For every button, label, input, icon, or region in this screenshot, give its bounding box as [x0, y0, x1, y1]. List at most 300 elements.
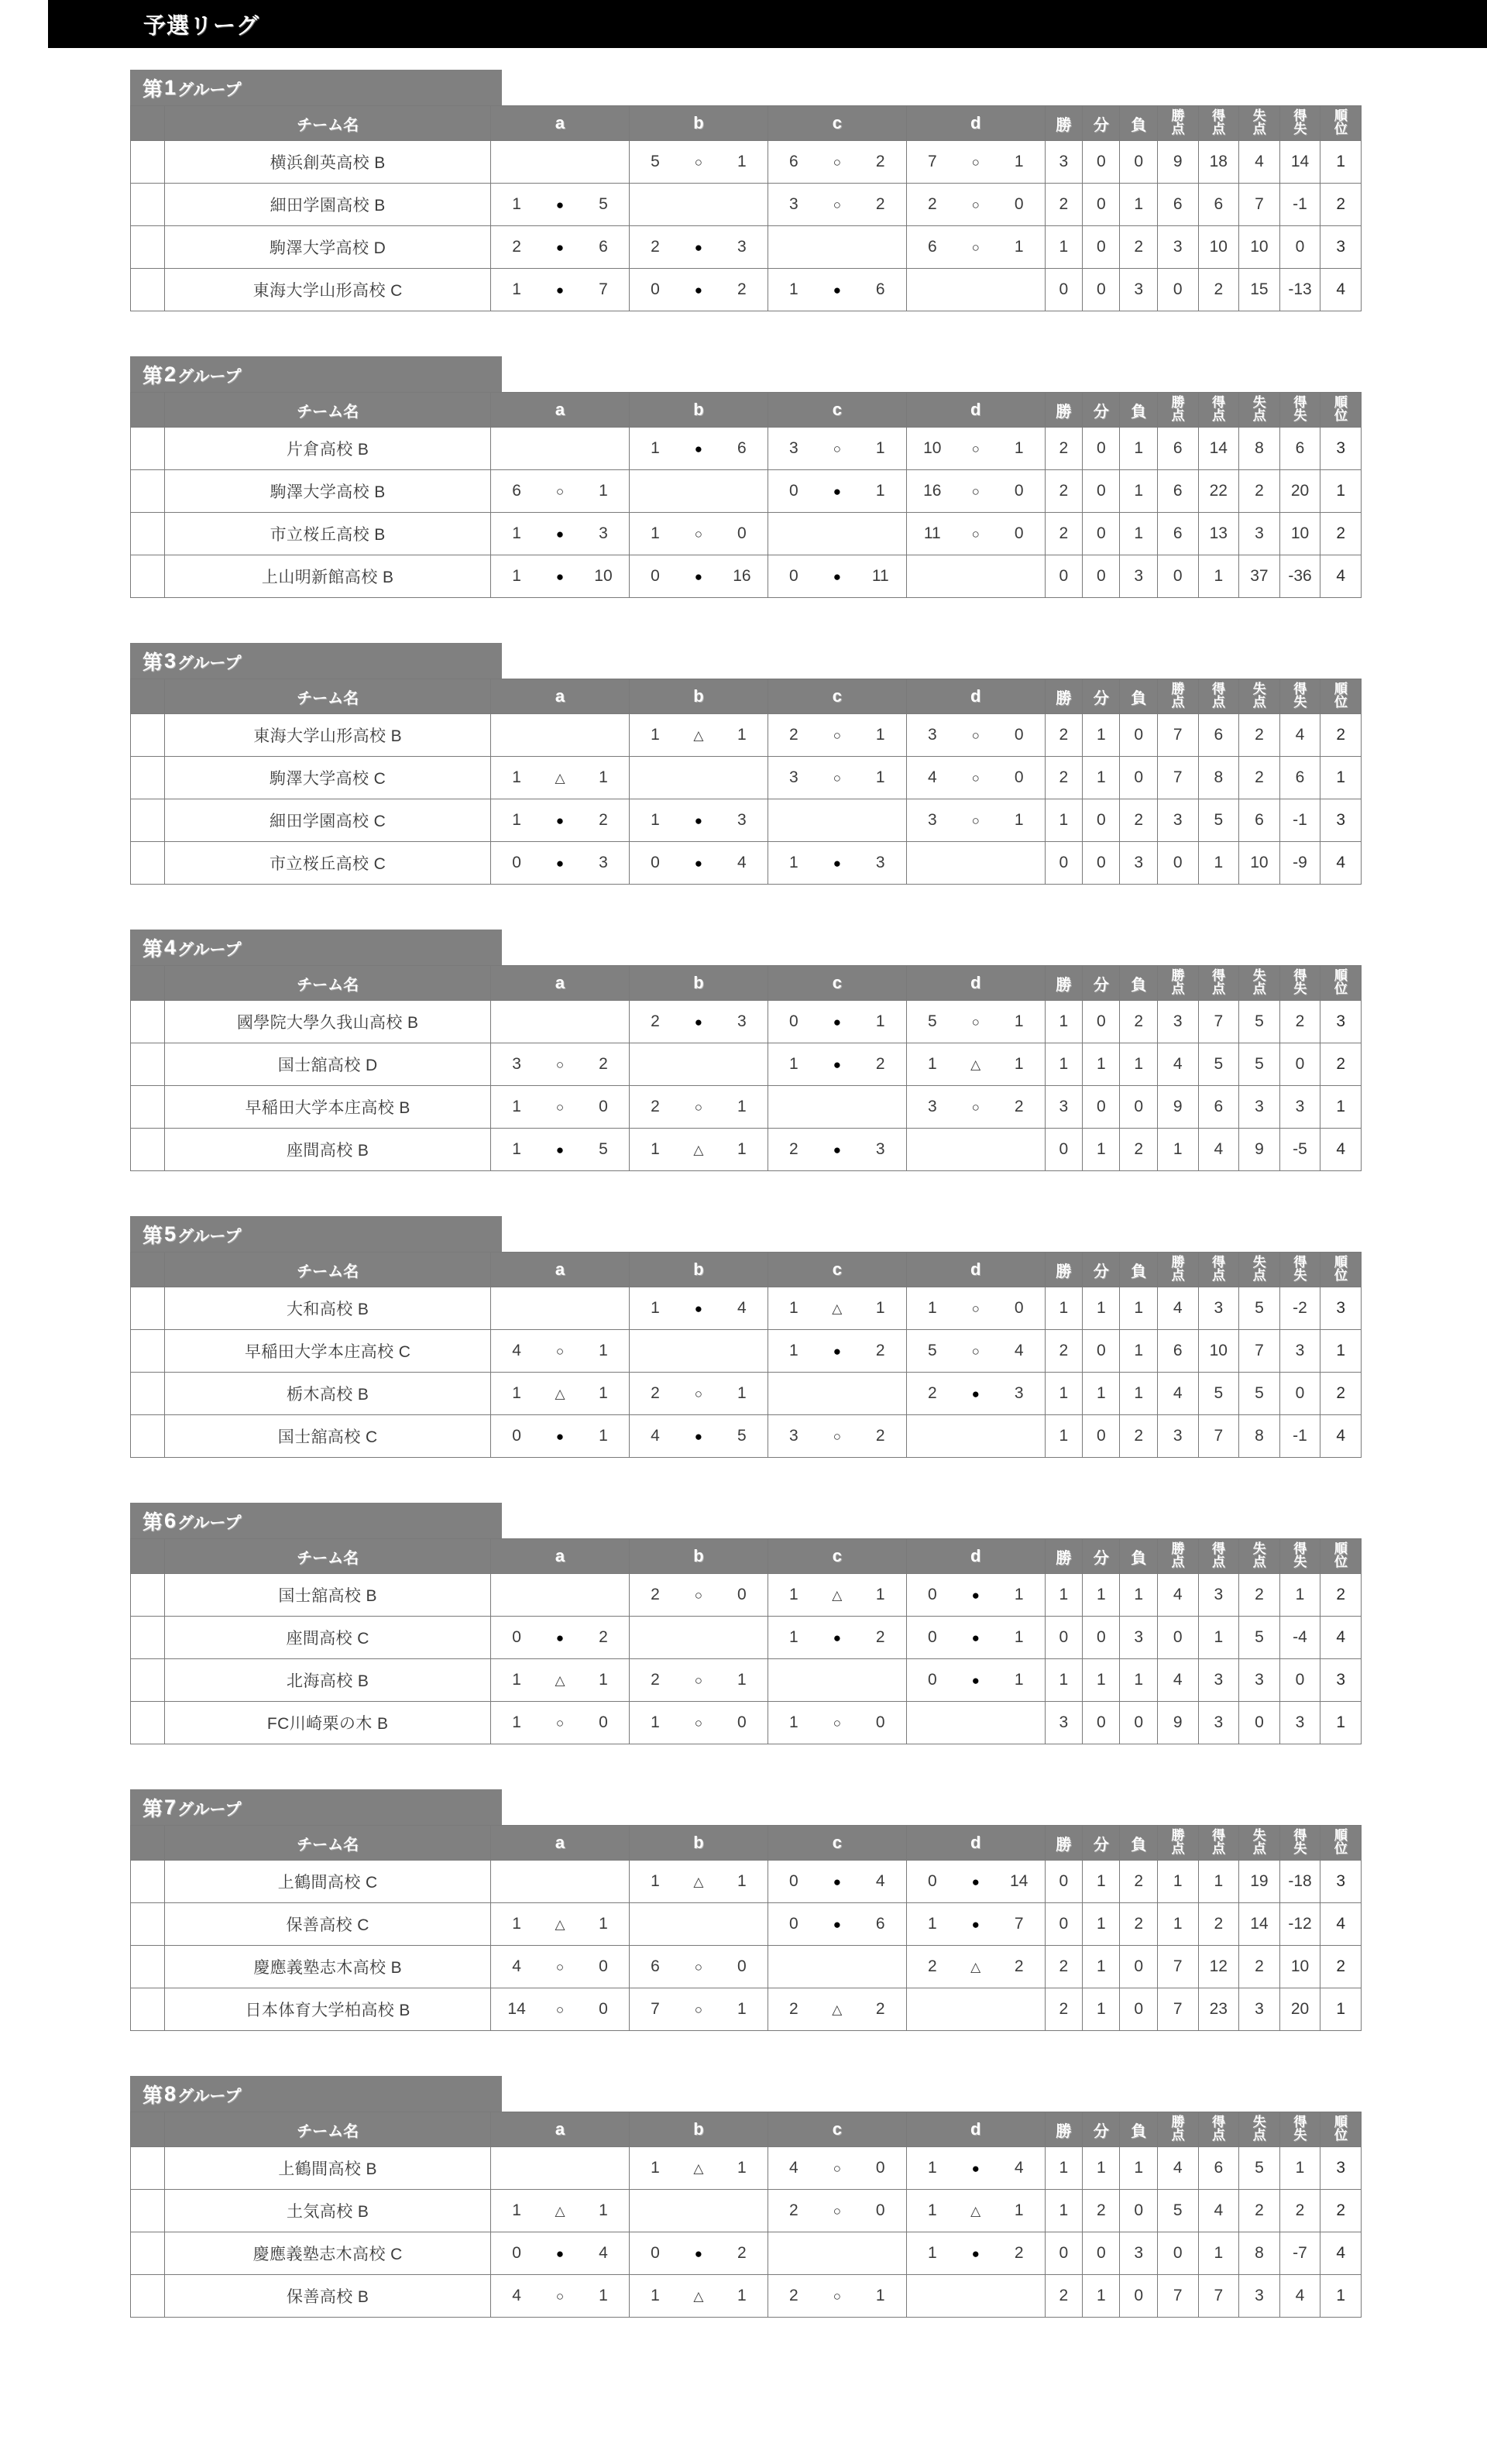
- stat-points: 6: [1157, 470, 1198, 513]
- stat-points: 7: [1157, 757, 1198, 799]
- header-rank: [1320, 1539, 1362, 1574]
- match-result-mark: ○: [694, 1959, 703, 1974]
- stat-goals-for: 14: [1198, 428, 1239, 470]
- match-result-mark: △: [693, 2160, 704, 2176]
- match-result-mark: ●: [555, 1142, 565, 1157]
- header-goals-against-line1: 失: [1252, 1541, 1266, 1557]
- standings-table: [130, 392, 1362, 598]
- match-result-mark: ○: [971, 1099, 980, 1115]
- header-rank-line1: 順: [1334, 968, 1348, 984]
- match-goals-for: 1: [651, 1713, 660, 1731]
- stat-losses: 0: [1120, 1946, 1157, 1988]
- stat-wins: 0: [1045, 555, 1082, 598]
- header-team-name: チーム名: [165, 393, 491, 428]
- match-goals-for: 3: [789, 439, 798, 457]
- stat-goals-against: 5: [1239, 1043, 1280, 1086]
- stat-losses: 1: [1120, 1330, 1157, 1373]
- stat-points: 9: [1157, 1702, 1198, 1744]
- match-result-mark: ●: [694, 855, 703, 871]
- header-goal-difference: [1279, 2112, 1320, 2147]
- match-goals-against: 3: [599, 854, 608, 871]
- header-goal-difference: [1279, 1539, 1320, 1574]
- match-goals-for: 10: [923, 439, 942, 457]
- stat-goal-difference: -2: [1279, 1287, 1320, 1330]
- header-points-line1: 勝: [1171, 2115, 1184, 2130]
- match-goals-against: 1: [737, 1098, 747, 1115]
- stat-rank: 1: [1320, 1988, 1362, 2031]
- match-cell: [768, 1903, 906, 1946]
- match-goals-for: 4: [512, 2287, 521, 2304]
- header-rank-line2: 位: [1334, 408, 1348, 423]
- match-goals-against: 3: [1014, 1384, 1024, 1402]
- stat-goals-for: 6: [1198, 2147, 1239, 2190]
- header-goals-for-line2: 点: [1212, 695, 1225, 710]
- match-goals-against: 1: [737, 2000, 747, 2018]
- stat-losses: 0: [1120, 1086, 1157, 1129]
- match-goals-against: 3: [599, 524, 608, 542]
- header-opponent-c: c: [768, 393, 906, 428]
- stat-points: 1: [1157, 1903, 1198, 1946]
- match-goals-for: 1: [512, 768, 521, 786]
- header-rank-line2: 位: [1334, 695, 1348, 710]
- match-goals-against: 0: [1014, 768, 1024, 786]
- match-cell: [491, 1373, 630, 1415]
- stat-losses: 3: [1120, 842, 1157, 885]
- stat-wins: 2: [1045, 513, 1082, 555]
- stat-points: 4: [1157, 2147, 1198, 2190]
- stat-wins: 0: [1045, 1861, 1082, 1903]
- stat-rank: 4: [1320, 269, 1362, 311]
- match-result-mark: △: [832, 1587, 843, 1603]
- group-block: [130, 70, 1362, 311]
- match-cell: [630, 1988, 768, 2031]
- match-result-mark: ●: [555, 855, 565, 871]
- match-result-mark: ●: [694, 239, 703, 255]
- header-goals-for: [1198, 2112, 1239, 2147]
- row-key: a: [131, 714, 165, 757]
- stat-rank: 1: [1320, 757, 1362, 799]
- table-row: [131, 470, 1362, 513]
- match-goals-for: 1: [927, 2159, 937, 2177]
- group-block: [130, 356, 1362, 598]
- header-goal-difference-line1: 得: [1293, 1541, 1307, 1557]
- stat-rank: 1: [1320, 1086, 1362, 1129]
- header-points: [1157, 679, 1198, 714]
- match-goals-against: 2: [875, 2000, 885, 2018]
- match-goals-against: 2: [1014, 1098, 1024, 1115]
- match-cell: [491, 1129, 630, 1171]
- table-row: [131, 757, 1362, 799]
- group-label-prefix: 第: [143, 363, 163, 387]
- match-result-mark: △: [970, 1959, 981, 1974]
- header-rank: [1320, 1826, 1362, 1861]
- header-opponent-c: c: [768, 2112, 906, 2147]
- match-cell: [491, 757, 630, 799]
- team-name: 上山明新館高校 B: [165, 555, 491, 598]
- stat-losses: 0: [1120, 2275, 1157, 2318]
- match-goals-for: 5: [927, 1342, 937, 1359]
- header-goals-against-line2: 点: [1252, 122, 1266, 136]
- stat-rank: 2: [1320, 1574, 1362, 1617]
- match-goals-against: 7: [1014, 1915, 1024, 1933]
- match-cell: [491, 2232, 630, 2275]
- match-goals-for: 1: [927, 1299, 937, 1317]
- match-result-mark: ●: [971, 2246, 980, 2261]
- stat-goals-against: 14: [1239, 1903, 1280, 1946]
- stat-draws: 1: [1083, 757, 1120, 799]
- match-goals-against: 1: [1014, 439, 1024, 457]
- row-key: a: [131, 1001, 165, 1043]
- match-goals-for: 16: [923, 482, 942, 500]
- self-match-cell: [906, 1702, 1045, 1744]
- match-cell: [906, 714, 1045, 757]
- match-goals-for: 7: [651, 2000, 660, 2018]
- match-goals-for: 1: [927, 2244, 937, 2262]
- team-name: 土気高校 B: [165, 2190, 491, 2232]
- match-goals-against: 11: [871, 567, 889, 585]
- stat-points: 0: [1157, 2232, 1198, 2275]
- match-goals-against: 0: [737, 1713, 747, 1731]
- group-label-prefix: 第: [143, 1796, 163, 1820]
- match-goals-for: 1: [651, 524, 660, 542]
- header-points-line2: 点: [1171, 695, 1184, 710]
- header-opponent-b: b: [630, 2112, 768, 2147]
- match-goals-for: 2: [927, 1957, 937, 1975]
- stat-goals-for: 8: [1198, 757, 1239, 799]
- match-result-mark: ●: [694, 2246, 703, 2261]
- match-result-mark: ○: [694, 154, 703, 170]
- header-opponent-b: b: [630, 106, 768, 141]
- row-key: a: [131, 1861, 165, 1903]
- team-name: 国士舘高校 B: [165, 1574, 491, 1617]
- stat-rank: 1: [1320, 141, 1362, 184]
- self-match-cell: [491, 714, 630, 757]
- stat-draws: 1: [1083, 1659, 1120, 1702]
- match-cell: [630, 226, 768, 269]
- header-goals-against-line2: 点: [1252, 981, 1266, 996]
- stat-rank: 3: [1320, 2147, 1362, 2190]
- row-key: d: [131, 555, 165, 598]
- match-goals-for: 1: [512, 811, 521, 829]
- stat-goals-against: 2: [1239, 1946, 1280, 1988]
- stat-goal-difference: 0: [1279, 1659, 1320, 1702]
- stat-goals-for: 4: [1198, 2190, 1239, 2232]
- stat-goals-for: 3: [1198, 1702, 1239, 1744]
- match-goals-against: 6: [599, 238, 608, 256]
- banner-left-spacer: [0, 0, 48, 48]
- match-cell: [906, 226, 1045, 269]
- match-goals-against: 5: [599, 195, 608, 213]
- stat-draws: 0: [1083, 1330, 1120, 1373]
- match-result-mark: ○: [833, 197, 841, 212]
- header-draw: 分: [1083, 1253, 1120, 1287]
- stat-losses: 1: [1120, 1659, 1157, 1702]
- match-cell: [768, 428, 906, 470]
- match-cell: [630, 1861, 768, 1903]
- match-goals-for: 5: [651, 153, 660, 170]
- match-result-mark: ●: [971, 1672, 980, 1688]
- match-result-mark: ●: [694, 1301, 703, 1316]
- header-goals-for-line1: 得: [1212, 2115, 1225, 2130]
- stat-points: 4: [1157, 1659, 1198, 1702]
- match-goals-against: 1: [599, 482, 608, 500]
- match-result-mark: ○: [694, 1099, 703, 1115]
- match-cell: [768, 1861, 906, 1903]
- table-row: [131, 184, 1362, 226]
- stat-rank: 3: [1320, 1861, 1362, 1903]
- stat-wins: 2: [1045, 470, 1082, 513]
- stat-draws: 0: [1083, 269, 1120, 311]
- stat-goal-difference: 2: [1279, 1001, 1320, 1043]
- match-goals-against: 4: [737, 854, 747, 871]
- header-loss: 負: [1120, 679, 1157, 714]
- match-result-mark: ○: [971, 526, 980, 541]
- match-goals-against: 2: [875, 1628, 885, 1646]
- match-goals-against: 1: [1014, 238, 1024, 256]
- match-cell: [491, 1043, 630, 1086]
- header-points-line2: 点: [1171, 1555, 1184, 1569]
- match-goals-for: 1: [927, 2201, 937, 2219]
- stat-points: 9: [1157, 141, 1198, 184]
- header-goals-for: [1198, 679, 1239, 714]
- header-loss: 負: [1120, 1253, 1157, 1287]
- match-result-mark: △: [555, 770, 565, 785]
- group-label: [130, 2076, 502, 2112]
- header-rank-line2: 位: [1334, 1268, 1348, 1283]
- stat-rank: 2: [1320, 1946, 1362, 1988]
- stat-goals-against: 2: [1239, 1574, 1280, 1617]
- stat-points: 7: [1157, 1988, 1198, 2031]
- stat-goals-against: 0: [1239, 1702, 1280, 1744]
- match-goals-for: 1: [651, 811, 660, 829]
- match-goals-against: 1: [599, 1427, 608, 1445]
- table-row: [131, 1702, 1362, 1744]
- match-result-mark: ○: [555, 1099, 565, 1115]
- header-points-line1: 勝: [1171, 1255, 1184, 1270]
- row-key: b: [131, 470, 165, 513]
- self-match-cell: [491, 2147, 630, 2190]
- table-header-row: [131, 393, 1362, 428]
- self-match-cell: [630, 1330, 768, 1373]
- self-match-cell: [630, 470, 768, 513]
- match-cell: [491, 1330, 630, 1373]
- group-label-suffix: グループ: [177, 654, 242, 672]
- group-number: 4: [164, 935, 177, 959]
- match-result-mark: ●: [694, 569, 703, 584]
- stat-rank: 2: [1320, 1043, 1362, 1086]
- stat-goal-difference: 20: [1279, 470, 1320, 513]
- header-rank: [1320, 679, 1362, 714]
- match-result-mark: ○: [833, 1715, 841, 1730]
- match-goals-for: 0: [789, 1915, 798, 1933]
- match-result-mark: ●: [833, 855, 841, 871]
- header-rank-line1: 順: [1334, 1828, 1348, 1844]
- header-points-line1: 勝: [1171, 108, 1184, 124]
- stat-draws: 0: [1083, 1086, 1120, 1129]
- stat-draws: 1: [1083, 1861, 1120, 1903]
- header-points: [1157, 1539, 1198, 1574]
- header-goals-against-line2: 点: [1252, 1555, 1266, 1569]
- table-row: [131, 1043, 1362, 1086]
- header-points-line2: 点: [1171, 2128, 1184, 2143]
- team-name: 栃木高校 B: [165, 1373, 491, 1415]
- team-name: 横浜創英高校 B: [165, 141, 491, 184]
- stat-wins: 1: [1045, 2190, 1082, 2232]
- header-goal-difference-line1: 得: [1293, 108, 1307, 124]
- match-result-mark: ○: [971, 197, 980, 212]
- stat-goals-for: 6: [1198, 184, 1239, 226]
- stat-rank: 2: [1320, 1373, 1362, 1415]
- stat-rank: 3: [1320, 428, 1362, 470]
- header-draw: 分: [1083, 966, 1120, 1001]
- table-row: [131, 1373, 1362, 1415]
- stat-rank: 4: [1320, 1903, 1362, 1946]
- match-cell: [906, 470, 1045, 513]
- stat-points: 9: [1157, 1086, 1198, 1129]
- stat-goal-difference: -5: [1279, 1129, 1320, 1171]
- match-cell: [906, 428, 1045, 470]
- stat-draws: 0: [1083, 1001, 1120, 1043]
- match-goals-for: 1: [789, 854, 798, 871]
- match-goals-for: 1: [651, 1872, 660, 1890]
- stat-goals-against: 3: [1239, 1659, 1280, 1702]
- match-goals-against: 1: [1014, 1586, 1024, 1603]
- match-goals-for: 1: [512, 1713, 521, 1731]
- match-result-mark: △: [832, 2002, 843, 2017]
- header-key-column: [131, 1539, 165, 1574]
- header-rank: [1320, 1253, 1362, 1287]
- match-cell: [491, 1702, 630, 1744]
- table-row: [131, 799, 1362, 842]
- header-points-line1: 勝: [1171, 682, 1184, 697]
- header-goals-for-line1: 得: [1212, 1255, 1225, 1270]
- stat-goals-against: 8: [1239, 2232, 1280, 2275]
- match-goals-against: 1: [1014, 1628, 1024, 1646]
- match-cell: [906, 1001, 1045, 1043]
- match-goals-against: 0: [875, 2201, 885, 2219]
- header-points-line1: 勝: [1171, 1541, 1184, 1557]
- match-cell: [491, 269, 630, 311]
- page-title-banner: [0, 0, 1487, 48]
- match-cell: [491, 1617, 630, 1659]
- match-goals-against: 2: [737, 280, 747, 298]
- self-match-cell: [768, 1086, 906, 1129]
- header-goals-against: [1239, 393, 1280, 428]
- header-points-line2: 点: [1171, 1841, 1184, 1856]
- match-result-mark: ○: [694, 2002, 703, 2017]
- stat-points: 7: [1157, 2275, 1198, 2318]
- match-result-mark: ●: [555, 2246, 565, 2261]
- stat-rank: 3: [1320, 1001, 1362, 1043]
- match-result-mark: ○: [971, 154, 980, 170]
- header-opponent-c: c: [768, 1826, 906, 1861]
- match-goals-against: 0: [875, 2159, 885, 2177]
- team-name: 細田学園高校 B: [165, 184, 491, 226]
- match-goals-for: 0: [927, 1628, 937, 1646]
- match-cell: [906, 141, 1045, 184]
- stat-points: 3: [1157, 226, 1198, 269]
- header-goal-difference-line2: 失: [1293, 981, 1307, 996]
- stat-rank: 2: [1320, 184, 1362, 226]
- match-result-mark: ●: [694, 1428, 703, 1444]
- stat-draws: 0: [1083, 555, 1120, 598]
- match-result-mark: △: [555, 1386, 565, 1401]
- match-result-mark: ●: [971, 2160, 980, 2176]
- match-result-mark: ○: [833, 441, 841, 456]
- match-result-mark: ●: [833, 1343, 841, 1359]
- group-label-suffix: グループ: [177, 2087, 242, 2105]
- stat-goals-against: 2: [1239, 2190, 1280, 2232]
- match-result-mark: ○: [833, 2288, 841, 2304]
- stat-points: 4: [1157, 1574, 1198, 1617]
- match-result-mark: △: [693, 2288, 704, 2304]
- header-goal-difference-line1: 得: [1293, 395, 1307, 411]
- match-goals-for: 2: [512, 238, 521, 256]
- match-goals-for: 2: [789, 726, 798, 744]
- match-result-mark: ○: [833, 154, 841, 170]
- stat-goals-for: 5: [1198, 799, 1239, 842]
- header-opponent-d: d: [906, 1826, 1045, 1861]
- stat-rank: 3: [1320, 1659, 1362, 1702]
- match-goals-for: 0: [651, 2244, 660, 2262]
- table-row: [131, 1086, 1362, 1129]
- match-cell: [906, 2232, 1045, 2275]
- match-cell: [768, 2275, 906, 2318]
- match-result-mark: ●: [971, 1916, 980, 1932]
- stat-wins: 2: [1045, 428, 1082, 470]
- stat-losses: 1: [1120, 513, 1157, 555]
- stat-wins: 1: [1045, 1287, 1082, 1330]
- stat-draws: 1: [1083, 714, 1120, 757]
- match-goals-against: 2: [737, 2244, 747, 2262]
- stat-goals-for: 7: [1198, 1001, 1239, 1043]
- match-goals-for: 1: [512, 524, 521, 542]
- stat-points: 0: [1157, 1617, 1198, 1659]
- header-goals-for-line1: 得: [1212, 682, 1225, 697]
- stat-draws: 1: [1083, 1287, 1120, 1330]
- match-cell: [491, 470, 630, 513]
- stat-draws: 0: [1083, 428, 1120, 470]
- stat-losses: 2: [1120, 1129, 1157, 1171]
- stat-draws: 1: [1083, 1043, 1120, 1086]
- group-block: [130, 1503, 1362, 1744]
- match-goals-for: 1: [927, 1055, 937, 1073]
- stat-goal-difference: -36: [1279, 555, 1320, 598]
- match-goals-against: 1: [1014, 1055, 1024, 1073]
- header-rank-line2: 位: [1334, 981, 1348, 996]
- match-cell: [768, 1988, 906, 2031]
- header-opponent-a: a: [491, 106, 630, 141]
- team-name: 慶應義塾志木高校 C: [165, 2232, 491, 2275]
- match-result-mark: △: [970, 1057, 981, 1072]
- match-cell: [906, 513, 1045, 555]
- stat-goals-for: 4: [1198, 1129, 1239, 1171]
- row-key: d: [131, 842, 165, 885]
- header-opponent-a: a: [491, 1253, 630, 1287]
- stat-goals-for: 1: [1198, 2232, 1239, 2275]
- stat-goals-for: 10: [1198, 1330, 1239, 1373]
- header-goals-against: [1239, 1253, 1280, 1287]
- team-name: 大和高校 B: [165, 1287, 491, 1330]
- header-points: [1157, 1826, 1198, 1861]
- header-goals-against-line2: 点: [1252, 408, 1266, 423]
- match-result-mark: △: [970, 2203, 981, 2218]
- match-cell: [491, 1086, 630, 1129]
- table-row: [131, 1903, 1362, 1946]
- group-label-prefix: 第: [143, 2083, 163, 2107]
- header-goals-for: [1198, 1253, 1239, 1287]
- stat-wins: 0: [1045, 842, 1082, 885]
